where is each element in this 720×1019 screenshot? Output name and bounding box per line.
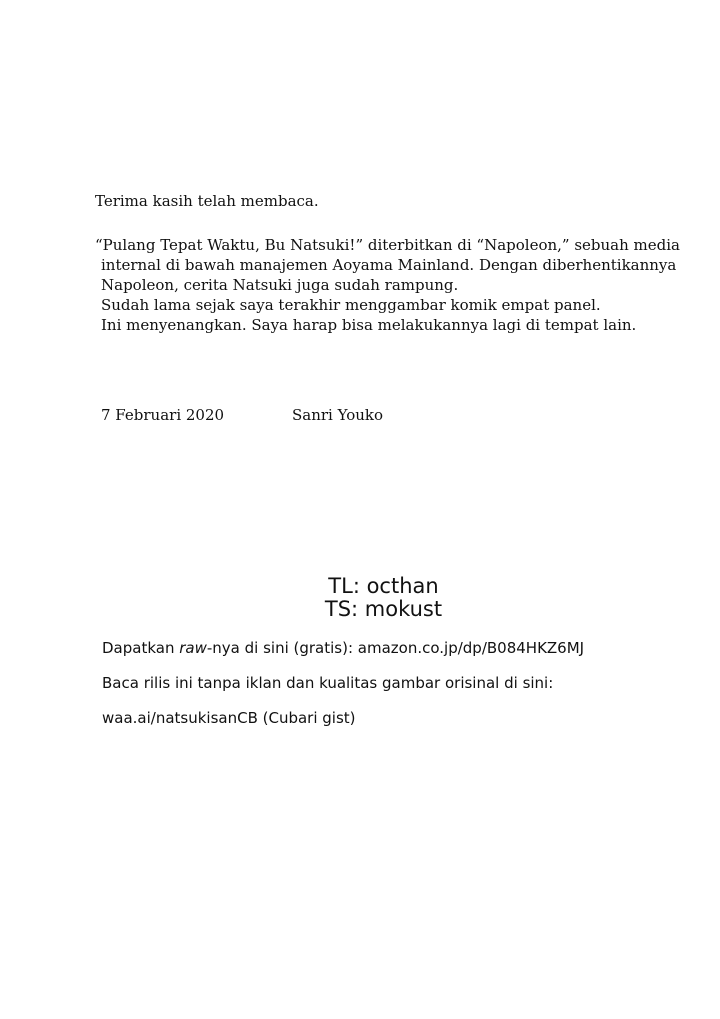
raw-prefix: Dapatkan <box>102 639 180 657</box>
read-release-link[interactable]: waa.ai/natsukisanCB (Cubari gist) <box>102 709 356 727</box>
paragraph-line: internal di bawah manajemen Aoyama Mainland. Dengan diberhentikannya <box>101 256 677 274</box>
credits-block <box>0 575 720 621</box>
paragraph-line: “Pulang Tepat Waktu, Bu Natsuki!” diterbitkan di “Napoleon,” sebuah media <box>95 236 680 254</box>
links-block <box>102 637 584 742</box>
paragraph-line: Ini menyenangkan. Saya harap bisa melakukannya lagi di tempat lain. <box>101 316 637 334</box>
typesetter-credit: TS: mokust <box>324 597 443 621</box>
paragraph-line: Napoleon, cerita Natsuki juga sudah rampung. <box>101 276 459 294</box>
raw-italic: raw <box>179 639 207 657</box>
read-release-text: Baca rilis ini tanpa iklan dan kualitas gambar orisinal di sini: <box>102 674 554 692</box>
afterword-paragraph <box>95 235 680 335</box>
thanks-line: Terima kasih telah membaca. <box>95 192 319 210</box>
translator-credit: TL: octhan <box>328 574 439 598</box>
paragraph-line: Sudah lama sejak saya terakhir menggambar komik empat panel. <box>101 296 601 314</box>
afterword-author: Sanri Youko <box>292 406 384 424</box>
afterword-date: 7 Februari 2020 <box>101 406 225 424</box>
raw-link-line[interactable] <box>102 637 584 659</box>
raw-suffix: -nya di sini (gratis): amazon.co.jp/dp/B084HKZ6MJ <box>206 639 585 657</box>
